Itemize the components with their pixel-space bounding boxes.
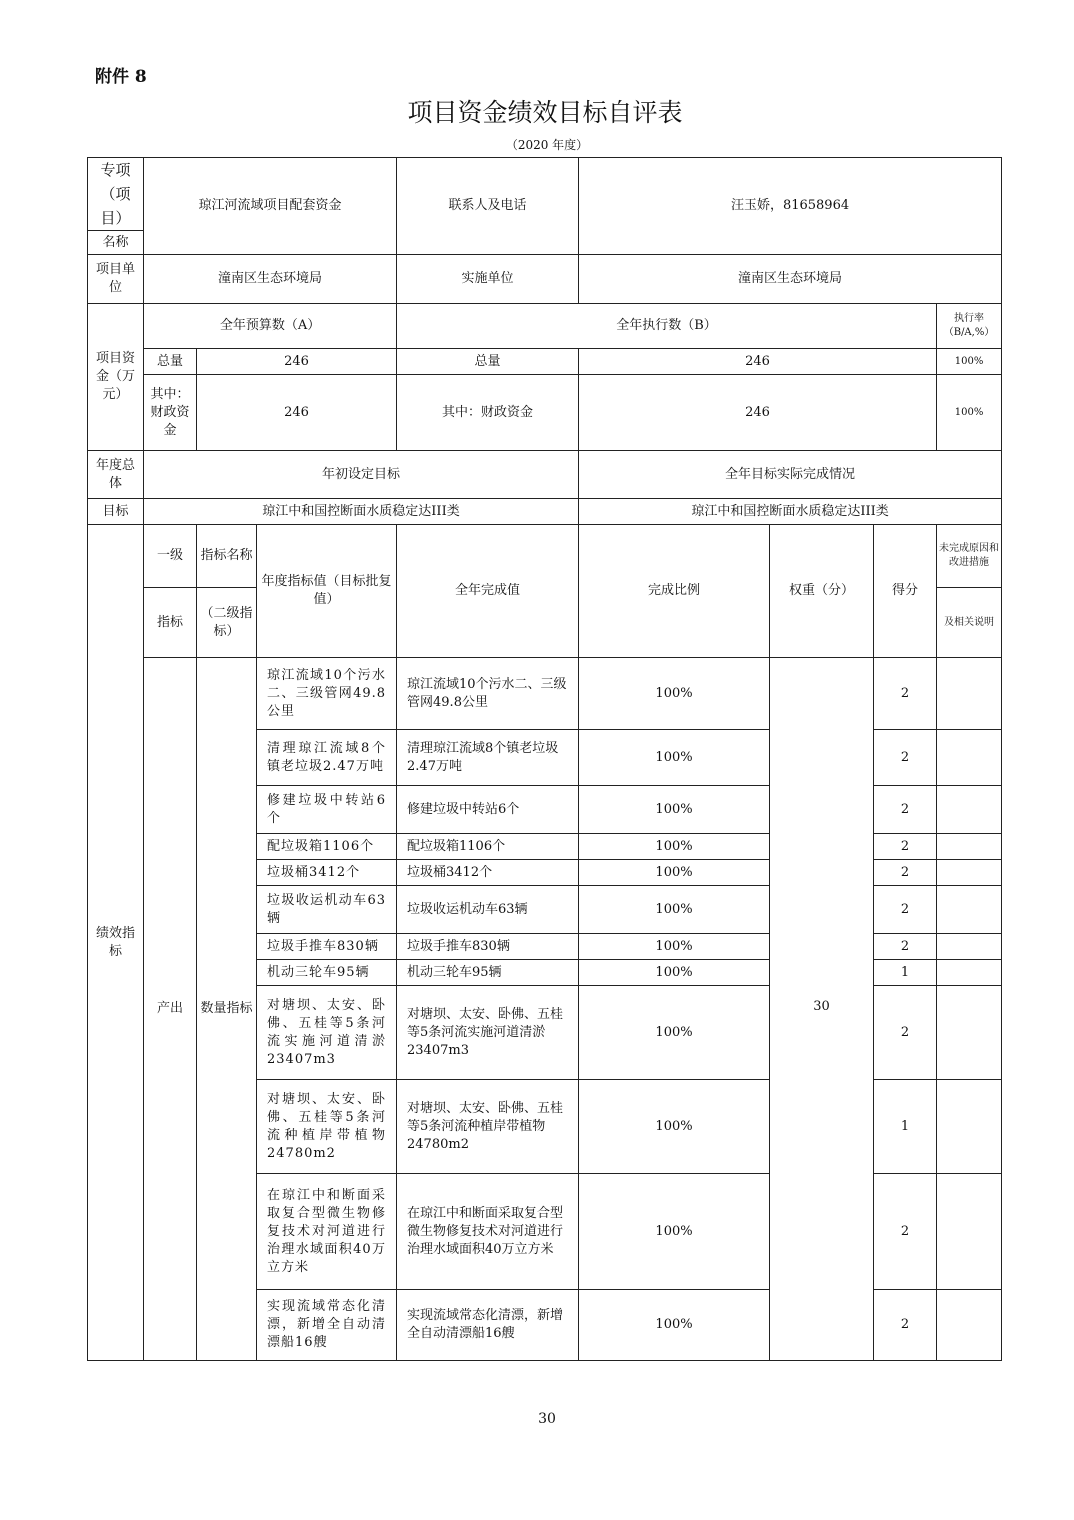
total-label-b: 总量 xyxy=(397,349,579,375)
project-name-value: 琼江河流域项目配套资金 xyxy=(144,158,397,255)
target-cell: 垃圾收运机动车63辆 xyxy=(257,886,397,934)
target-cell: 垃圾桶3412个 xyxy=(257,860,397,886)
score-cell: 2 xyxy=(874,986,937,1080)
ratio-cell: 100% xyxy=(579,986,770,1080)
project-unit-value: 潼南区生态环境局 xyxy=(144,255,397,304)
page-title: 项目资金绩效目标自评表 xyxy=(407,98,683,127)
weight-header: 权重（分） xyxy=(770,525,874,658)
total-label: 总量 xyxy=(144,349,197,375)
ratio-header: 完成比例 xyxy=(579,525,770,658)
target-cell: 机动三轮车95辆 xyxy=(257,960,397,986)
score-cell: 2 xyxy=(874,860,937,886)
total-budget: 246 xyxy=(197,349,397,375)
score-cell: 2 xyxy=(874,834,937,860)
reason-cell xyxy=(937,1290,1002,1361)
reason-cell xyxy=(937,934,1002,960)
exec-header: 全年执行数（B） xyxy=(397,304,937,349)
ratio-cell: 100% xyxy=(579,1174,770,1290)
overall-label-2: 目标 xyxy=(88,499,144,525)
reason-cell xyxy=(937,1174,1002,1290)
ratio-cell: 100% xyxy=(579,860,770,886)
reason-cell xyxy=(937,1080,1002,1174)
funds-label: 项目资金（万元） xyxy=(88,304,144,451)
score-cell: 2 xyxy=(874,658,937,730)
table-row xyxy=(88,658,1002,730)
evaluation-table xyxy=(87,157,1002,1361)
target-cell: 清理琼江流域8个镇老垃圾2.47万吨 xyxy=(257,730,397,786)
target-cell: 琼江流域10个污水二、三级管网49.8公里 xyxy=(257,658,397,730)
fiscal-rate: 100% xyxy=(937,375,1002,451)
fiscal-label: 其中：财政资金 xyxy=(144,375,197,451)
fiscal-budget: 246 xyxy=(197,375,397,451)
actual-cell: 琼江流域10个污水二、三级管网49.8公里 xyxy=(397,658,579,730)
contact-value: 汪玉娇，81658964 xyxy=(579,158,1002,255)
ratio-cell: 100% xyxy=(579,1080,770,1174)
score-cell: 1 xyxy=(874,960,937,986)
name-header-2: （二级指标） xyxy=(197,588,257,658)
reason-header: 未完成原因和改进措施 xyxy=(937,525,1002,588)
year-label: （2020 年度） xyxy=(505,138,589,152)
target-header: 年度指标值（目标批复值） xyxy=(257,525,397,658)
ratio-cell: 100% xyxy=(579,1290,770,1361)
set-target-header: 年初设定目标 xyxy=(144,451,579,499)
reason-header-2: 及相关说明 xyxy=(937,588,1002,658)
actual-cell: 清理琼江流域8个镇老垃圾2.47万吨 xyxy=(397,730,579,786)
contact-label: 联系人及电话 xyxy=(397,158,579,255)
target-cell: 对塘坝、太安、卧佛、五桂等5条河流实施河道清淤23407m3 xyxy=(257,986,397,1080)
target-cell: 在琼江中和断面采取复合型微生物修复技术对河道进行治理水域面积40万立方米 xyxy=(257,1174,397,1290)
actual-cell: 对塘坝、太安、卧佛、五桂等5条河流实施河道清淤23407m3 xyxy=(397,986,579,1080)
level1-header-2: 指标 xyxy=(144,588,197,658)
score-cell: 2 xyxy=(874,786,937,834)
target-cell: 实现流域常态化清漂，新增全自动清漂船16艘 xyxy=(257,1290,397,1361)
actual-cell: 垃圾手推车830辆 xyxy=(397,934,579,960)
score-cell: 2 xyxy=(874,1174,937,1290)
score-cell: 2 xyxy=(874,1290,937,1361)
set-target-value: 琼江中和国控断面水质稳定达III类 xyxy=(144,499,579,525)
project-name-label-2: 名称 xyxy=(88,231,144,255)
target-cell: 配垃圾箱1106个 xyxy=(257,834,397,860)
ratio-cell: 100% xyxy=(579,730,770,786)
weight-value: 30 xyxy=(770,658,874,1361)
actual-value: 琼江中和国控断面水质稳定达III类 xyxy=(579,499,1002,525)
ratio-cell: 100% xyxy=(579,658,770,730)
budget-header: 全年预算数（A） xyxy=(144,304,397,349)
score-header: 得分 xyxy=(874,525,937,658)
actual-cell: 修建垃圾中转站6个 xyxy=(397,786,579,834)
actual-cell: 垃圾桶3412个 xyxy=(397,860,579,886)
reason-cell xyxy=(937,986,1002,1080)
ratio-cell: 100% xyxy=(579,934,770,960)
fiscal-exec: 246 xyxy=(579,375,937,451)
reason-cell xyxy=(937,886,1002,934)
page-number: 30 xyxy=(538,1411,556,1427)
actual-cell: 垃圾收运机动车63辆 xyxy=(397,886,579,934)
impl-unit-value: 潼南区生态环境局 xyxy=(579,255,1002,304)
reason-cell xyxy=(937,960,1002,986)
target-cell: 垃圾手推车830辆 xyxy=(257,934,397,960)
ratio-cell: 100% xyxy=(579,786,770,834)
total-rate: 100% xyxy=(937,349,1002,375)
reason-cell xyxy=(937,658,1002,730)
name-header: 指标名称 xyxy=(197,525,257,588)
actual-cell: 实现流域常态化清漂，新增全自动清漂船16艘 xyxy=(397,1290,579,1361)
actual-cell: 在琼江中和断面采取复合型微生物修复技术对河道进行治理水域面积40万立方米 xyxy=(397,1174,579,1290)
ratio-cell: 100% xyxy=(579,886,770,934)
score-cell: 2 xyxy=(874,730,937,786)
project-unit-label: 项目单位 xyxy=(88,255,144,304)
reason-cell xyxy=(937,786,1002,834)
impl-unit-label: 实施单位 xyxy=(397,255,579,304)
score-cell: 1 xyxy=(874,1080,937,1174)
level1-header: 一级 xyxy=(144,525,197,588)
ratio-cell: 100% xyxy=(579,834,770,860)
level1-value: 产出 xyxy=(144,658,197,1361)
score-cell: 2 xyxy=(874,886,937,934)
level2-value: 数量指标 xyxy=(197,658,257,1361)
ratio-cell: 100% xyxy=(579,960,770,986)
actual-cell: 对塘坝、太安、卧佛、五桂等5条河流种植岸带植物24780m2 xyxy=(397,1080,579,1174)
rate-header: 执行率（B/A,%） xyxy=(937,304,1002,349)
target-cell: 修建垃圾中转站6个 xyxy=(257,786,397,834)
actual-cell: 机动三轮车95辆 xyxy=(397,960,579,986)
target-cell: 对塘坝、太安、卧佛、五桂等5条河流种植岸带植物24780m2 xyxy=(257,1080,397,1174)
total-exec: 246 xyxy=(579,349,937,375)
overall-label: 年度总体 xyxy=(88,451,144,499)
reason-cell xyxy=(937,834,1002,860)
actual-value-header: 全年完成值 xyxy=(397,525,579,658)
project-name-label: 专项（项目） xyxy=(88,158,144,231)
actual-cell: 配垃圾箱1106个 xyxy=(397,834,579,860)
reason-cell xyxy=(937,860,1002,886)
perf-label: 绩效指标 xyxy=(88,525,144,1361)
reason-cell xyxy=(937,730,1002,786)
actual-header: 全年目标实际完成情况 xyxy=(579,451,1002,499)
fiscal-label-b: 其中：财政资金 xyxy=(397,375,579,451)
attachment-label: 附件 8 xyxy=(95,67,147,87)
score-cell: 2 xyxy=(874,934,937,960)
